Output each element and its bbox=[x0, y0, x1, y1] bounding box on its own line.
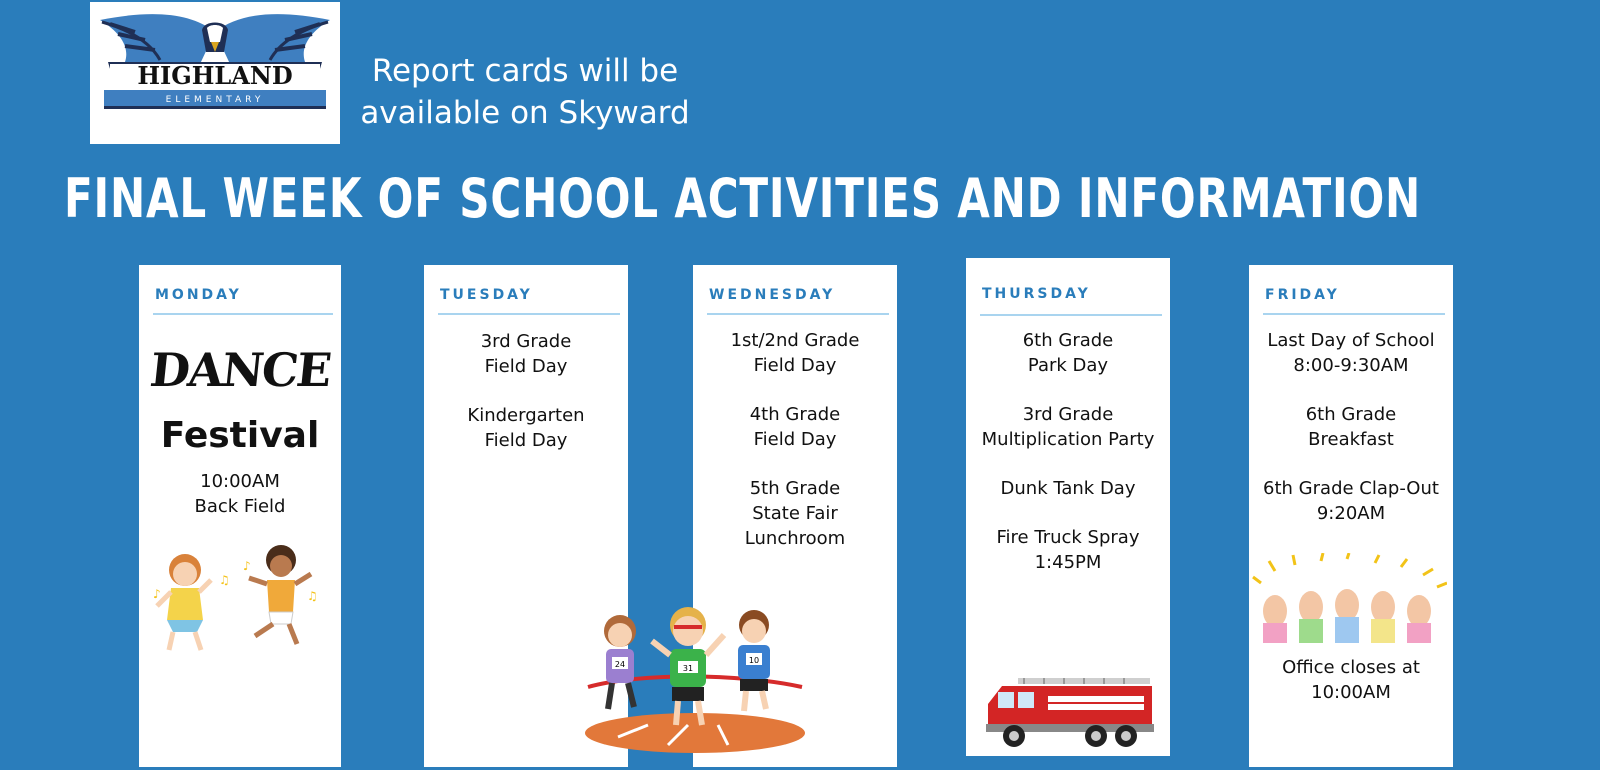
page-title: FINAL WEEK OF SCHOOL ACTIVITIES AND INFORMATION bbox=[64, 167, 1422, 230]
event-item bbox=[693, 402, 897, 452]
dance-place: Back Field bbox=[194, 496, 286, 517]
thursday-card bbox=[966, 258, 1170, 756]
event-line: 4th Grade bbox=[749, 404, 841, 425]
running-kids-illustration bbox=[578, 605, 812, 755]
thursday-events bbox=[966, 328, 1170, 599]
event-line: 6th Grade Clap-Out bbox=[1263, 478, 1439, 499]
girl-dancer-icon bbox=[157, 554, 211, 650]
bib-number: 10 bbox=[748, 656, 760, 665]
dancing-kids-illustration bbox=[151, 540, 321, 655]
report-card-notice bbox=[350, 50, 700, 134]
bib-number: 24 bbox=[614, 660, 626, 669]
svg-text:♫: ♫ bbox=[219, 573, 230, 587]
office-closing bbox=[1249, 655, 1453, 729]
bib-number: 31 bbox=[682, 664, 694, 673]
day-divider bbox=[707, 313, 889, 315]
svg-text:♪: ♪ bbox=[153, 587, 161, 601]
dance-time: 10:00AM bbox=[200, 471, 280, 492]
notice-line-1: Report cards will be bbox=[371, 53, 679, 89]
day-divider bbox=[153, 313, 333, 315]
festival-title: Festival bbox=[160, 415, 320, 456]
runner-right-icon bbox=[738, 610, 770, 711]
dance-title: DANCE bbox=[147, 343, 333, 397]
event-line: 3rd Grade bbox=[480, 331, 572, 352]
event-item bbox=[1249, 655, 1453, 705]
event-item bbox=[424, 403, 628, 453]
svg-text:♪: ♪ bbox=[243, 559, 251, 573]
event-item bbox=[1249, 328, 1453, 378]
monday-card bbox=[139, 265, 341, 767]
boy-dancer-icon bbox=[249, 545, 311, 644]
notice-line-2: available on Skyward bbox=[360, 95, 690, 131]
tuesday-events bbox=[424, 329, 628, 477]
day-label-thursday: THURSDAY bbox=[982, 286, 1091, 302]
school-logo bbox=[90, 2, 340, 144]
event-item bbox=[966, 328, 1170, 378]
day-divider bbox=[980, 314, 1162, 316]
event-item bbox=[693, 476, 897, 551]
day-label-monday: MONDAY bbox=[155, 287, 242, 303]
logo-wordmark: HIGHLAND bbox=[137, 61, 293, 90]
event-line: 6th Grade bbox=[1305, 404, 1397, 425]
event-line: State Fair bbox=[752, 503, 838, 524]
event-line: 3rd Grade bbox=[1022, 404, 1114, 425]
runner-center-icon bbox=[652, 607, 724, 725]
friday-card bbox=[1249, 265, 1453, 767]
event-item bbox=[1249, 402, 1453, 452]
event-line: Last Day of School bbox=[1267, 330, 1435, 351]
day-divider bbox=[1263, 313, 1445, 315]
event-item bbox=[693, 328, 897, 378]
hand-icon bbox=[1407, 595, 1431, 643]
event-line: 5th Grade bbox=[749, 478, 841, 499]
event-line: 10:00AM bbox=[1311, 682, 1391, 703]
fire-truck-icon bbox=[984, 674, 1156, 750]
event-item bbox=[966, 402, 1170, 452]
event-item bbox=[966, 525, 1170, 575]
day-label-wednesday: WEDNESDAY bbox=[709, 287, 836, 303]
event-line: Field Day bbox=[484, 356, 568, 377]
svg-text:♫: ♫ bbox=[307, 589, 318, 603]
event-line: Kindergarten bbox=[467, 405, 585, 426]
event-line: 1:45PM bbox=[1034, 552, 1102, 573]
event-line: Breakfast bbox=[1308, 429, 1394, 450]
event-line: 1st/2nd Grade bbox=[730, 330, 860, 351]
event-line: Dunk Tank Day bbox=[1000, 478, 1136, 499]
hand-icon bbox=[1299, 591, 1323, 643]
event-item bbox=[1249, 476, 1453, 526]
runner-left-icon bbox=[604, 615, 636, 709]
event-line: Field Day bbox=[753, 429, 837, 450]
event-line: Office closes at bbox=[1282, 657, 1420, 678]
friday-events bbox=[1249, 328, 1453, 550]
logo-subtitle: ELEMENTARY bbox=[165, 95, 265, 105]
event-line: Park Day bbox=[1027, 355, 1109, 376]
day-label-friday: FRIDAY bbox=[1265, 287, 1340, 303]
wednesday-events bbox=[693, 328, 897, 575]
highland-hawk-logo bbox=[90, 2, 340, 144]
hand-icon bbox=[1263, 595, 1287, 643]
day-label-tuesday: TUESDAY bbox=[440, 287, 533, 303]
event-line: 6th Grade bbox=[1022, 330, 1114, 351]
event-line: 9:20AM bbox=[1316, 503, 1386, 524]
clapping-hands-icon bbox=[1251, 553, 1447, 643]
event-line: Fire Truck Spray bbox=[996, 527, 1140, 548]
event-item bbox=[424, 329, 628, 379]
event-line: 8:00-9:30AM bbox=[1293, 355, 1409, 376]
hand-icon bbox=[1335, 589, 1359, 643]
day-divider bbox=[438, 313, 620, 315]
event-line: Lunchroom bbox=[744, 528, 846, 549]
event-line: Multiplication Party bbox=[981, 429, 1155, 450]
event-line: Field Day bbox=[484, 430, 568, 451]
event-item bbox=[966, 476, 1170, 501]
event-line: Field Day bbox=[753, 355, 837, 376]
hand-icon bbox=[1371, 591, 1395, 643]
